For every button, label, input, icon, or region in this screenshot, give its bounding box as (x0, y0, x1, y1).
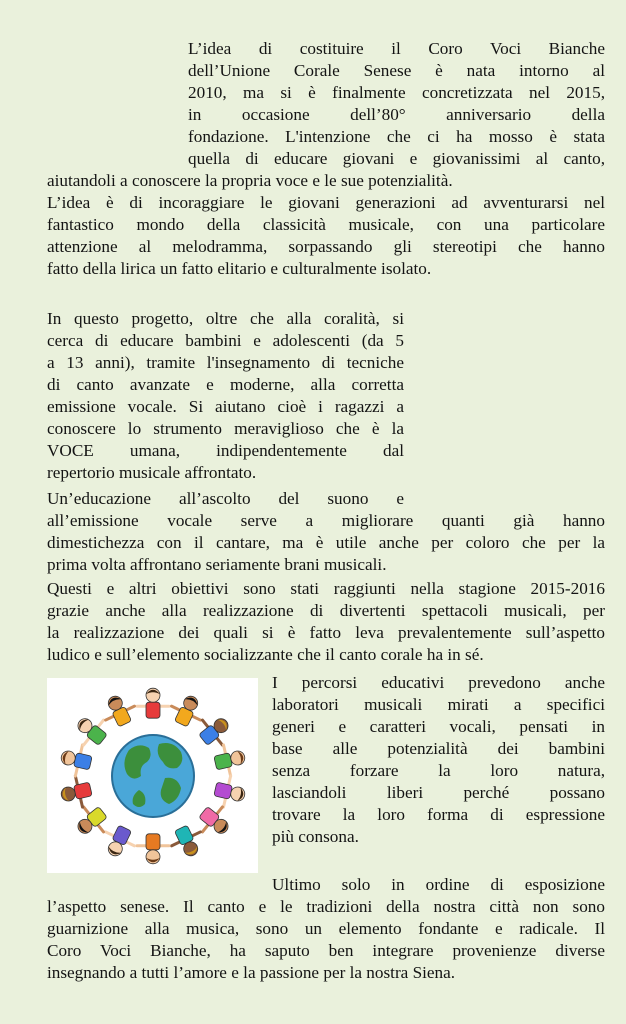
text-line: a 13 anni), tramite l'insegnamento di tecniche (47, 353, 404, 372)
text-line: lasciandoli liberi perché possano (272, 783, 605, 802)
text-line: in occasione dell’80° anniversario della (188, 105, 605, 124)
text-line: dell’Unione Corale Senese è nata intorno al (188, 61, 605, 80)
child-figure (58, 741, 94, 779)
text-line: generi e caratteri vocali, pensati in (272, 717, 605, 736)
text-line: base alle potenzialità dei bambini (272, 739, 605, 758)
text-line: insegnando a tutti l’amore e la passione per la nostra Siena. (47, 963, 456, 982)
text-line: prima volta affrontano seriamente brani musicali. (47, 555, 387, 574)
text-line: Ultimo solo in ordine di esposizione (272, 875, 605, 894)
child-figure (70, 799, 113, 843)
text-line: laboratori musicali mirati a specifici (272, 695, 605, 714)
text-line: grazie anche alla realizzazione di divertenti spettacoli musicali, per (47, 601, 605, 620)
text-line: ludico e sull’elemento socializzante che il canto corale ha in sé. (47, 645, 484, 664)
text-line: attenzione al melodramma, sorpassando gli stereotipi che hanno (47, 237, 605, 256)
text-line: fantastico mondo della classicità musicale, con una particolare (47, 215, 605, 234)
children-around-globe-icon (47, 678, 258, 873)
text-line: L’idea di costituire il Coro Voci Bianche (188, 39, 605, 58)
text-line: fondazione. L'intenzione che ci ha mosso è stata (188, 127, 605, 146)
text-line: guarnizione alla musica, sono un elemento fondante e radicale. Il (47, 919, 605, 938)
text-line: I percorsi educativi prevedono anche (272, 673, 605, 692)
child-figure (58, 773, 94, 811)
text-line: VOCE umana, indipendentemente dal (47, 441, 404, 460)
child-figure (98, 690, 140, 731)
child-figure (212, 741, 248, 779)
text-line: all’emissione vocale serve a migliorare quanti già hanno (47, 511, 605, 530)
text-line: cerca di educare bambini e adolescenti (da 5 (47, 331, 404, 350)
text-line: fatto della lirica un fatto elitario e culturalmente isolato. (47, 259, 432, 278)
text-line: più consona. (272, 827, 359, 846)
child-figure (166, 690, 208, 731)
text-line: conoscere lo strumento meraviglioso che è la (47, 419, 404, 438)
text-line: repertorio musicale affrontato. (47, 463, 257, 482)
child-figure (166, 821, 208, 862)
child-figure (70, 709, 113, 753)
child-figure (137, 834, 169, 864)
text-line: 2010, ma si è finalmente concretizzata nel 2015, (188, 83, 605, 102)
text-line: aiutandoli a conoscere la propria voce e le sue potenzialità. (47, 171, 453, 190)
children-around-globe-illustration (47, 678, 258, 873)
text-line: dimestichezza con il cantare, ma è utile anche per coloro che per la (47, 533, 605, 552)
text-line: Coro Voci Bianche, ha saputo ben integrare provenienze diverse (47, 941, 605, 960)
text-line: Un’educazione all’ascolto del suono e (47, 489, 404, 508)
text-line: senza forzare la loro natura, (272, 761, 605, 780)
text-line: In questo progetto, oltre che alla coralità, si (47, 309, 404, 328)
text-line: di canto avanzate e moderne, alla corretta (47, 375, 404, 394)
child-figure (193, 709, 236, 753)
text-line: la realizzazione dei quali si è fatto leva prevalentemente sull’aspetto (47, 623, 605, 642)
text-line: l’aspetto senese. Il canto e le tradizioni della nostra città non sono (47, 897, 605, 916)
child-figure (193, 799, 236, 843)
child-figure (98, 821, 140, 862)
text-line: trovare la loro forma di espressione (272, 805, 605, 824)
text-line: emissione vocale. Si aiutano cioè i ragazzi a (47, 397, 404, 416)
child-figure (212, 773, 248, 811)
text-line: L’idea è di incoraggiare le giovani generazioni ad avventurarsi nel (47, 193, 605, 212)
child-figure (137, 688, 169, 718)
text-line: Questi e altri obiettivi sono stati raggiunti nella stagione 2015-2016 (47, 579, 605, 598)
text-line: quella di educare giovani e giovanissimi al canto, (188, 149, 605, 168)
